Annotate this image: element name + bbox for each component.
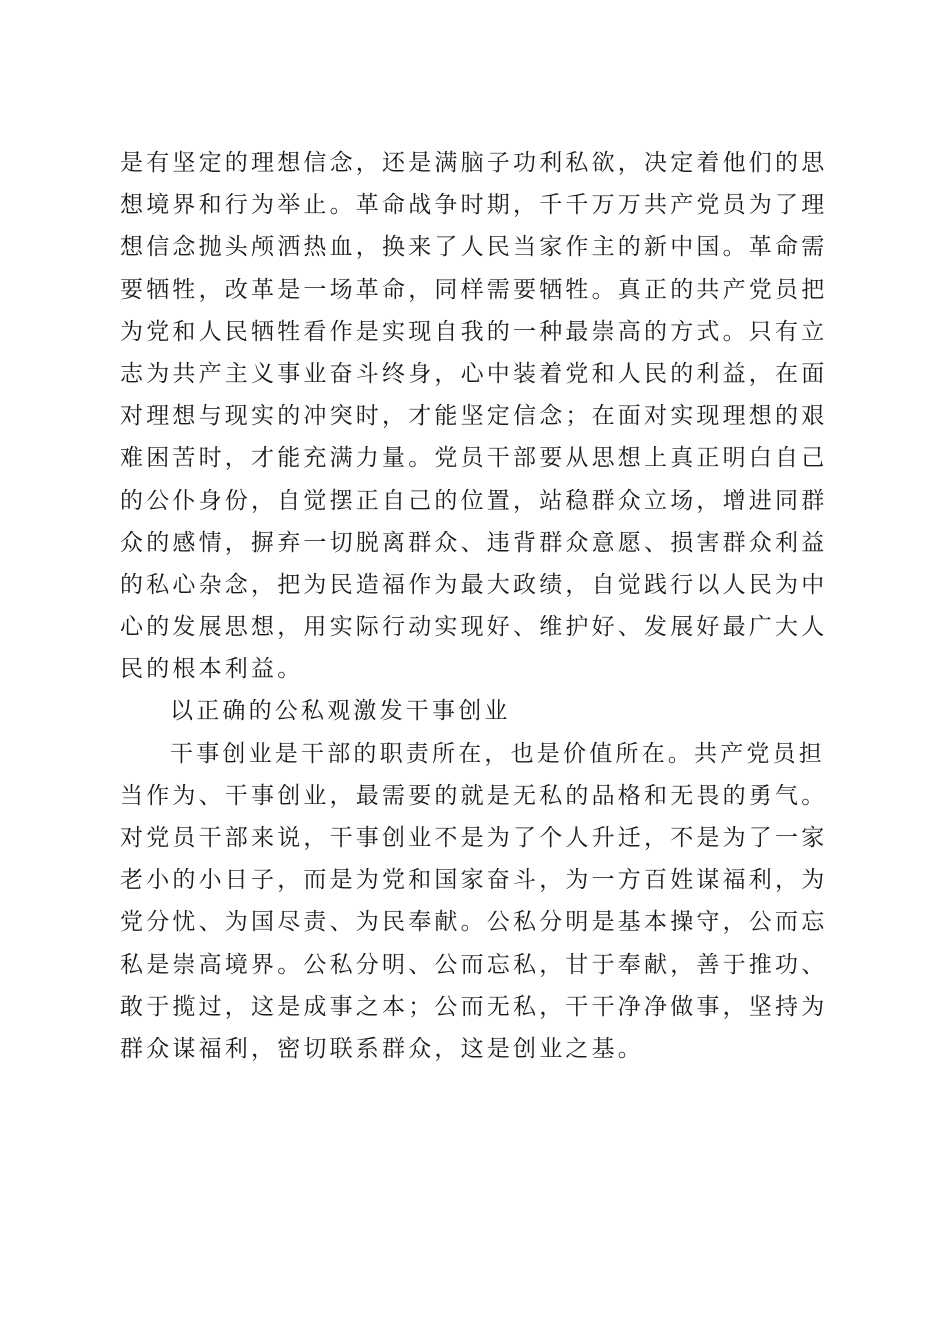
text-line: 心的发展思想，用实际行动实现好、维护好、发展好最广大人 xyxy=(120,614,828,641)
text-line: 对理想与现实的冲突时，才能坚定信念；在面对实现理想的艰 xyxy=(120,403,828,430)
text-line: 敢于揽过，这是成事之本；公而无私，干干净净做事，坚持为 xyxy=(120,993,828,1020)
text-line: 民的根本利益。 xyxy=(120,656,304,683)
text-line: 要牺牲，改革是一场革命，同样需要牺牲。真正的共产党员把 xyxy=(120,276,828,303)
text-line: 党分忧、为国尽责、为民奉献。公私分明是基本操守，公而忘 xyxy=(120,909,828,936)
text-line: 为党和人民牺牲看作是实现自我的一种最崇高的方式。只有立 xyxy=(120,318,828,345)
text-line: 想境界和行为举止。革命战争时期，千千万万共产党员为了理 xyxy=(120,192,828,219)
text-line: 难困苦时，才能充满力量。党员干部要从思想上真正明白自己 xyxy=(120,445,828,472)
text-line: 干事创业是干部的职责所在，也是价值所在。共产党员担 xyxy=(170,740,825,767)
text-line: 老小的小日子，而是为党和国家奋斗，为一方百姓谋福利，为 xyxy=(120,867,828,894)
paragraph-2 xyxy=(120,733,832,1071)
text-line: 的公仆身份，自觉摆正自己的位置，站稳群众立场，增进同群 xyxy=(120,487,828,514)
text-line: 的私心杂念，把为民造福作为最大政绩，自觉践行以人民为中 xyxy=(120,571,828,598)
text-line: 当作为、干事创业，最需要的就是无私的品格和无畏的勇气。 xyxy=(120,782,828,809)
text-line: 群众谋福利，密切联系群众，这是创业之基。 xyxy=(120,1035,644,1062)
text-line: 是有坚定的理想信念，还是满脑子功利私欲，决定着他们的思 xyxy=(120,150,828,176)
text-line: 志为共产主义事业奋斗终身，心中装着党和人民的利益，在面 xyxy=(120,360,828,387)
text-line: 想信念抛头颅洒热血，换来了人民当家作主的新中国。革命需 xyxy=(120,234,828,261)
section-heading-block xyxy=(120,690,832,732)
section-heading: 以正确的公私观激发干事创业 xyxy=(170,698,511,725)
paragraph-1 xyxy=(120,142,832,690)
document-page xyxy=(120,142,832,1070)
text-line: 对党员干部来说，干事创业不是为了个人升迁，不是为了一家 xyxy=(120,825,828,851)
text-line: 私是崇高境界。公私分明、公而忘私，甘于奉献，善于推功、 xyxy=(120,951,828,978)
text-line: 众的感情，摒弃一切脱离群众、违背群众意愿、损害群众利益 xyxy=(120,529,828,556)
